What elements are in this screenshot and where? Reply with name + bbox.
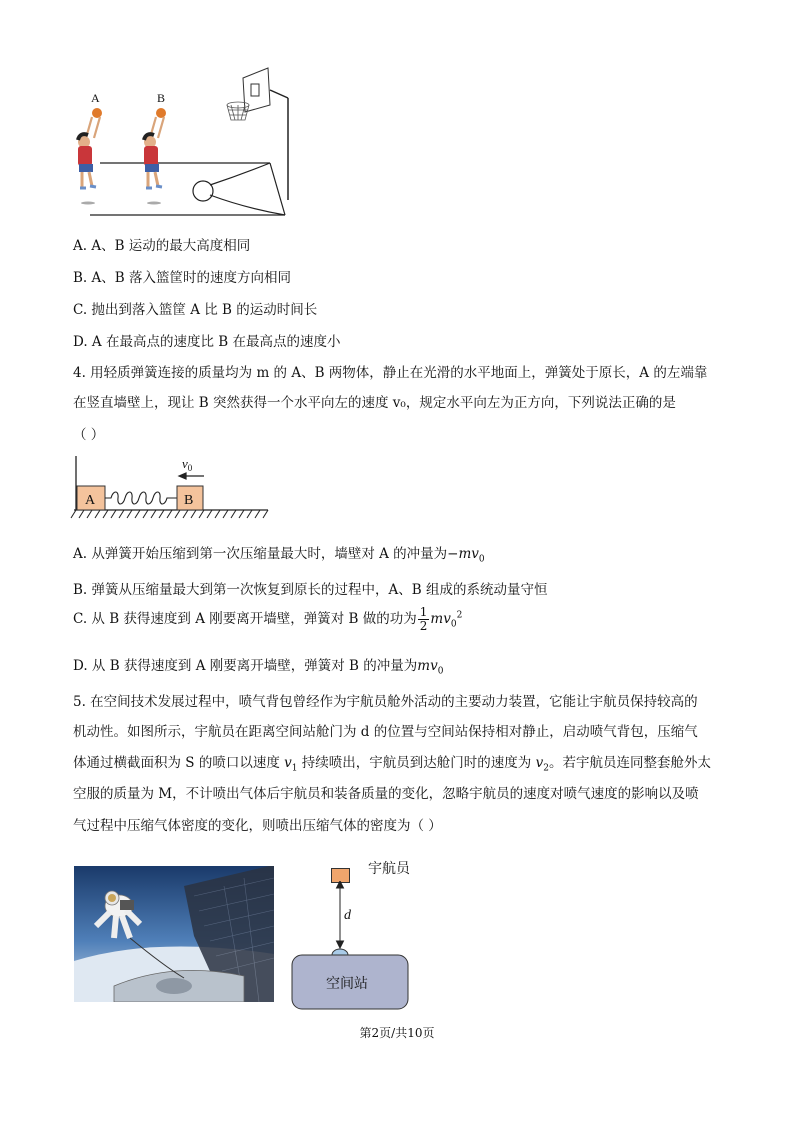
space-station-label: 空间站 bbox=[326, 976, 368, 992]
distance-label: d bbox=[344, 908, 351, 923]
hoop-pole bbox=[270, 90, 288, 200]
q4-option-a-value: −mv bbox=[447, 546, 479, 562]
astronaut-label: 宇航员 bbox=[368, 861, 410, 877]
q5-line2: 机动性。如图所示，宇航员在距离空间站舱门为 d 的位置与空间站保持相对静止，启动喷气背包，压缩气 bbox=[73, 724, 698, 740]
velocity-arrow bbox=[179, 473, 204, 479]
distance-arrow bbox=[337, 881, 344, 948]
ground-hatching bbox=[71, 510, 268, 518]
fraction-one-half: $\frac{1}{2}$ bbox=[419, 605, 428, 633]
q4-option-d-value: mv bbox=[417, 658, 438, 674]
block-b-label: B bbox=[184, 493, 194, 508]
q4-option-a: A. 从弹簧开始压缩到第一次压缩量最大时，墙壁对 A 的冲量为$-mv_0$ bbox=[73, 546, 485, 565]
spring-block-figure bbox=[70, 452, 275, 522]
basketball-figure bbox=[70, 60, 300, 220]
q4-option-d: D. 从 B 获得速度到 A 刚要离开墙壁，弹簧对 B 的冲量为$mv_0$ bbox=[73, 658, 444, 677]
q4-stem-line2: 在竖直墙壁上，现让 B 突然获得一个水平向左的速度 v₀，规定水平向左为正方向，下列说法正确的是 bbox=[73, 395, 676, 411]
player-b-label: B bbox=[157, 91, 166, 105]
player-a-label: A bbox=[91, 91, 100, 105]
q5-line3: 体通过横截面积为 S 的喷口以速度 $v_1$ 持续喷出，宇航员到达舱门时的速度为 $v_2$。若宇航员连同整套舱外太 bbox=[73, 755, 711, 774]
q4-answer-bracket: （ ） bbox=[73, 427, 105, 443]
q5-line1: 5. 在空间技术发展过程中，喷气背包曾经作为宇航员舱外活动的主要动力装置，它能让宇航员保持较高的 bbox=[73, 694, 698, 710]
backboard bbox=[243, 68, 270, 112]
q5-line4: 空服的质量为 M，不计喷出气体后宇航员和装备质量的变化，忽略宇航员的速度对喷气速度的影响以及喷 bbox=[73, 786, 699, 802]
distance-schematic bbox=[290, 881, 415, 1011]
player-b bbox=[144, 108, 166, 205]
q3-option-a: A. A、B 运动的最大高度相同 bbox=[73, 238, 251, 254]
spring bbox=[105, 492, 177, 504]
block-a-label: A bbox=[85, 493, 96, 508]
q5-line5: 气过程中压缩气体密度的变化，则喷出压缩气体的密度为（ ） bbox=[73, 818, 442, 834]
player-a bbox=[78, 108, 102, 205]
page-footer: 第2页/共10页 bbox=[359, 1026, 435, 1040]
velocity-label: $v_0$ bbox=[182, 456, 193, 473]
astronaut-photo bbox=[74, 866, 274, 1002]
q3-option-d: D. A 在最高点的速度比 B 在最高点的速度小 bbox=[73, 334, 341, 350]
q4-stem-line1: 4. 用轻质弹簧连接的质量均为 m 的 A、B 两物体，静止在光滑的水平地面上，弹簧处于原长，A 的左端靠 bbox=[73, 365, 708, 381]
q3-option-c: C. 抛出到落入篮筐 A 比 B 的运动时间长 bbox=[73, 302, 318, 318]
q4-option-c: C. 从 B 获得速度到 A 刚要离开墙壁，弹簧对 B 做的功为 $\frac{1}{2}$ $mv_0^2$ bbox=[73, 605, 463, 633]
q3-option-b: B. A、B 落入篮筐时的速度方向相同 bbox=[73, 270, 291, 286]
court-lines bbox=[90, 163, 285, 215]
q4-option-b: B. 弹簧从压缩量最大到第一次恢复到原长的过程中，A、B 组成的系统动量守恒 bbox=[73, 582, 548, 598]
